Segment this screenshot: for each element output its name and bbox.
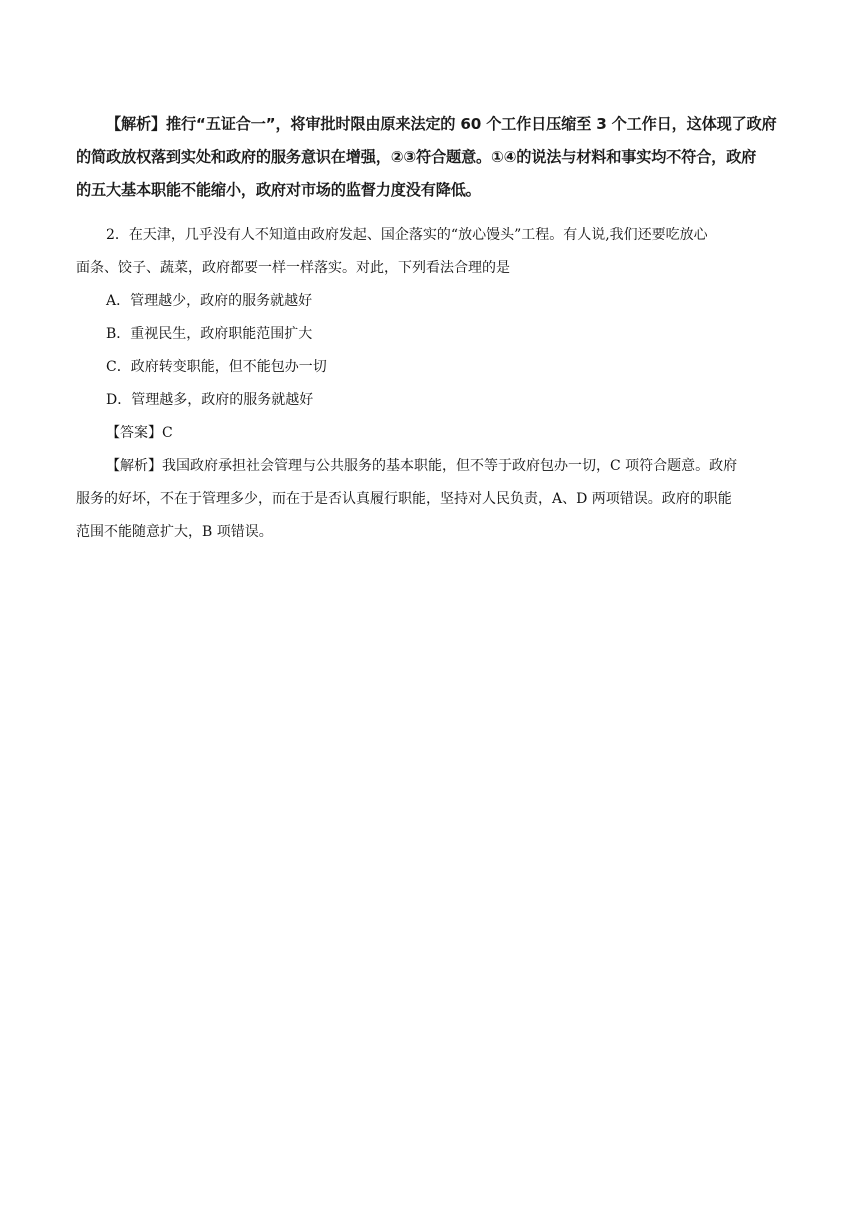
option-b: B．重视民生，政府职能范围扩大 [106,326,313,342]
analysis-1-line: 的简政放权落到实处和政府的服务意识在增强，②③符合题意。①④的说法与材料和事实均不符合，政府 [76,148,757,166]
analysis-1-line: 【解析】推行“五证合一”，将审批时限由原来法定的 60 个工作日压缩至 3 个工作日，这体现了政府 [106,115,777,133]
analysis-1-block [76,108,788,207]
analysis-2-line: 范围不能随意扩大，B 项错误。 [76,524,273,540]
question-2-options [76,285,788,417]
question-2-line: 2．在天津，几乎没有人不知道由政府发起、国企落实的“放心馒头”工程。有人说,我们还要吃放心 [106,227,708,243]
option-d: D．管理越多，政府的服务就越好 [106,392,314,408]
option-c: C．政府转变职能，但不能包办一切 [106,359,327,375]
analysis-1-line: 的五大基本职能不能缩小，政府对市场的监督力度没有降低。 [76,181,481,199]
analysis-2-line: 【解析】我国政府承担社会管理与公共服务的基本职能，但不等于政府包办一切，C 项符合题意。政府 [106,458,738,474]
question-2-line: 面条、饺子、蔬菜，政府都要一样一样落实。对此，下列看法合理的是 [76,260,510,276]
answer-2-block [76,417,788,450]
analysis-2-block [76,450,788,549]
option-a: A．管理越少，政府的服务就越好 [106,293,313,309]
question-2-stem [76,219,788,285]
analysis-2-line: 服务的好坏，不在于管理多少，而在于是否认真履行职能，坚持对人民负责，A、D 两项错误。政府的职能 [76,491,732,507]
answer-2-text: 【答案】C [106,425,173,441]
